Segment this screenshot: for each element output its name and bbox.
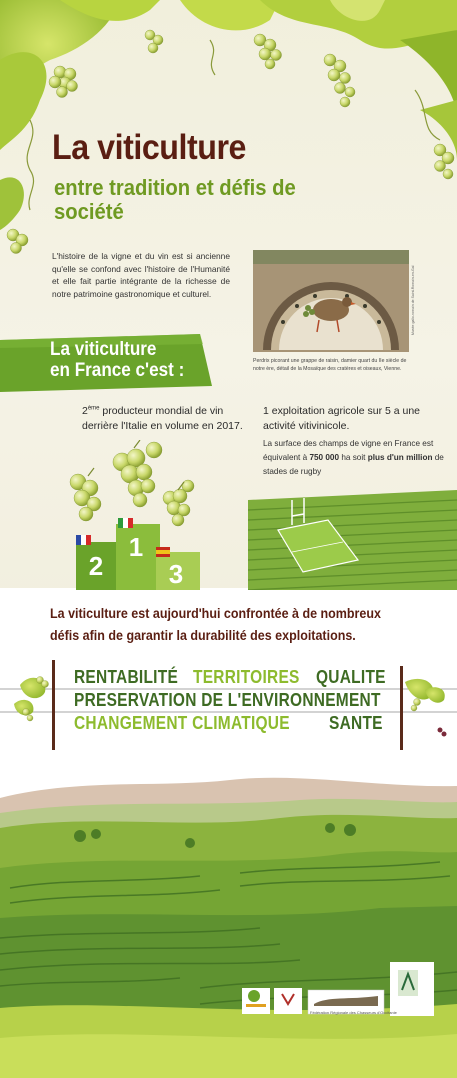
flag-france-icon [76, 535, 91, 545]
rugby-value: plus d'un million [367, 453, 433, 462]
stat-surface-detail: La surface des champs de vigne en France est équivalent à 750 000 ha soit plus d'un million de stades de rugby [263, 439, 444, 476]
photo-credit: Musée gallo-romain de Saint-Romain-en-Gal [411, 265, 415, 335]
podium-second-number: 2 [88, 551, 104, 581]
surface-value: 750 000 [309, 453, 340, 462]
rugby-field-vineyard-illustration [248, 490, 457, 590]
podium-first-number: 1 [128, 532, 144, 562]
mosaic-caption: Perdrix picorant une grappe de raisin, damier quart du IIe siècle de notre ère, détail de la Mosaïque des cratères et oiseaux, Vienne. [253, 358, 407, 372]
rank-number: 2 [82, 405, 88, 417]
keyword-changement: CHANGEMENT CLIMATIQUE [74, 713, 290, 733]
intro-paragraph: L'histoire de la vigne et du vin est si ancienne qu'elle se confond avec l'histoire de l'Humanité et elle fait partie intégrante de la richesse de notre patrimoine gastronomique et culturel. [52, 251, 230, 299]
logo-green-icon [248, 990, 260, 1002]
stat-farms: 1 exploitation agricole sur 5 a une activité vitivinicole. [263, 405, 421, 432]
rank-suffix: ème [87, 405, 100, 412]
keyword-sante: SANTE [329, 713, 383, 733]
mosaic-image [253, 250, 409, 352]
page-subtitle: entre tradition et défis de société [54, 175, 296, 224]
podium-illustration [60, 440, 210, 590]
partridge-mosaic-illustration [253, 250, 409, 352]
keyword-preservation: PRESERVATION DE L'ENVIRONNEMENT [74, 690, 381, 710]
banner-heading [50, 339, 194, 381]
keyword-rentabilite: RENTABILITÉ [74, 667, 179, 687]
banner-line-2: en France c'est : [50, 360, 185, 381]
fdc-logo-text: Fédération Régionale des Chasseurs d'Occitanie [310, 1010, 397, 1015]
page-title: La viticulture [52, 128, 246, 167]
challenge-statement: La viticulture est aujourd'hui confrontée à de nombreux défis afin de garantir la durabilité des exploitations. [50, 606, 381, 643]
stat-producer-rank [82, 404, 252, 434]
podium-third-number: 3 [168, 559, 184, 589]
banner-line-1: La viticulture [50, 339, 157, 360]
keyword-qualite: QUALITE [316, 667, 386, 687]
vineyard-landscape-illustration [0, 758, 457, 1078]
flag-spain-icon [156, 547, 170, 557]
rank-text: producteur mondial de vin derrière l'Italie en volume en 2017. [82, 405, 243, 432]
keyword-territoires: TERRITOIRES [193, 667, 300, 687]
flag-italy-icon [118, 518, 133, 528]
partner-logos [238, 960, 438, 1020]
